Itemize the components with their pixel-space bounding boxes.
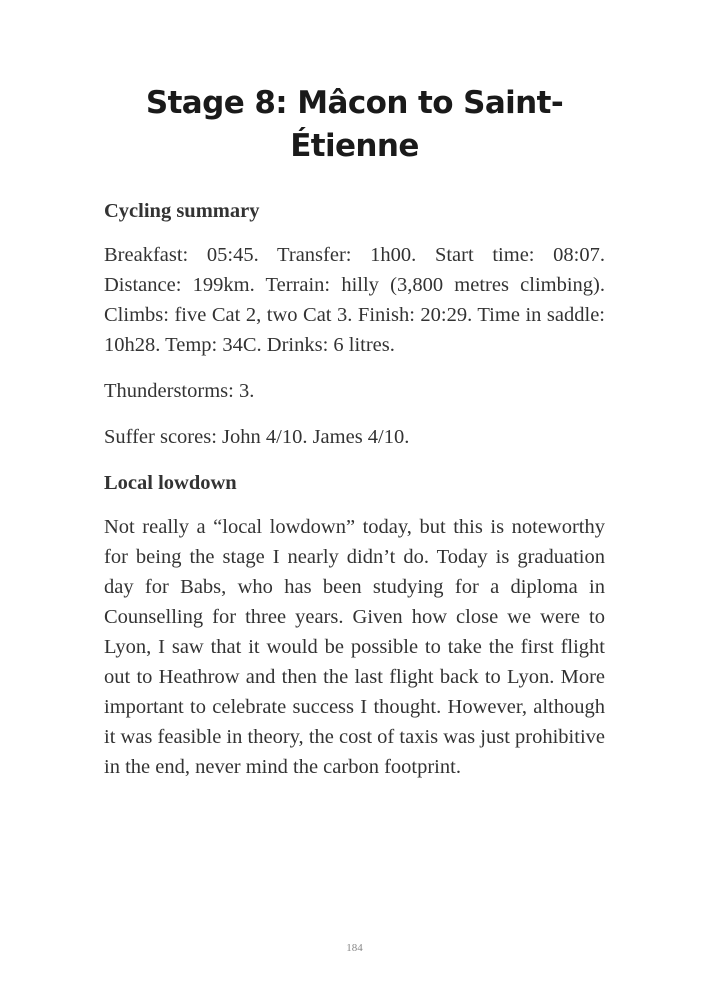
page-title: Stage 8: Mâcon to Saint-Étienne — [145, 85, 564, 164]
page-body — [104, 196, 605, 798]
page-number: 184 — [346, 942, 363, 954]
thunderstorms-paragraph: Thunderstorms: 3. — [104, 380, 255, 402]
suffer-scores-paragraph: Suffer scores: John 4/10. James 4/10. — [104, 426, 410, 448]
cycling-summary-paragraph: Breakfast: 05:45. Transfer: 1h00. Start time: 08:07. Distance: 199km. Terrain: hilly (3,800 metres climbing). Climbs: five Cat 2, two Cat 3. Finish: 20:29. Time in saddle: 10h28. Temp: 34C. Drinks: 6 litres. — [104, 244, 605, 356]
local-lowdown-paragraph: Not really a “local lowdown” today, but this is noteworthy for being the stage I nearly didn’t do. Today is graduation day for Babs, who has been studying for a diploma in Counselling for three years. Given how close we were to Lyon, I saw that it would be possible to take the first flight out to Heathrow and then the last flight back to Lyon. More important to celebrate success I thought. However, although it was feasible in theory, the cost of taxis was just prohibitive in the end, never mind the carbon footprint. — [104, 516, 605, 778]
section-heading-local-lowdown: Local lowdown — [104, 472, 237, 494]
section-heading-cycling-summary: Cycling summary — [104, 200, 260, 222]
